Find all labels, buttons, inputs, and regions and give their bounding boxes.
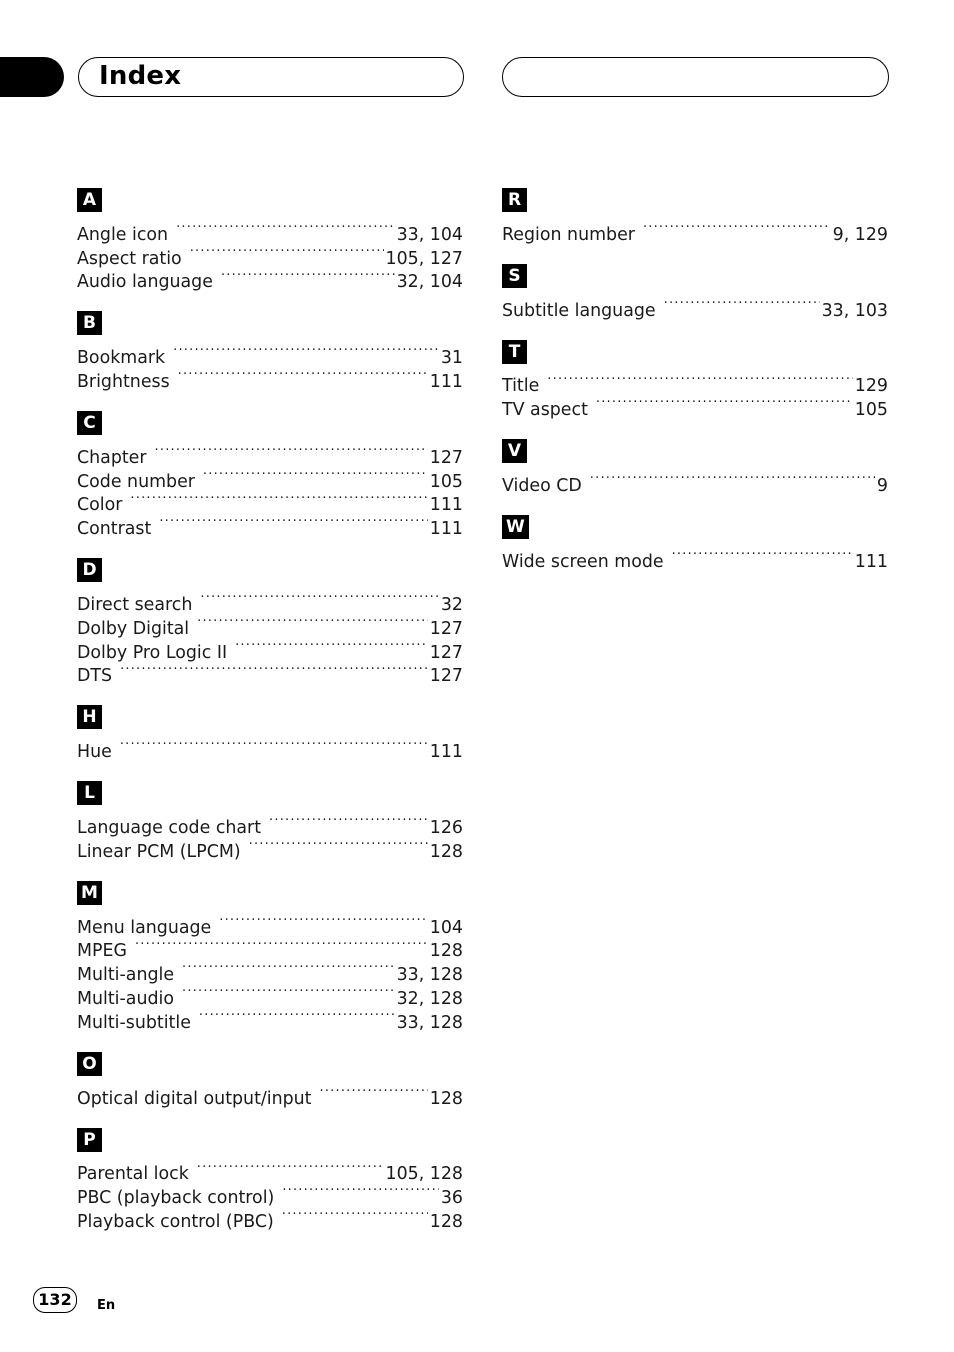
- entry-term: Subtitle language: [502, 300, 656, 321]
- dot-leader: [590, 467, 875, 491]
- entry-term: DTS: [77, 666, 113, 687]
- index-section-a: [77, 188, 463, 293]
- index-section-d: [77, 558, 463, 687]
- header-tab-block: [0, 57, 64, 97]
- entry-pages: 128: [429, 1211, 463, 1232]
- dot-leader: [182, 956, 395, 980]
- entry-term: Color: [77, 495, 123, 516]
- dot-leader: [219, 909, 428, 933]
- section-letter: V: [502, 439, 527, 463]
- entry-pages: 105, 128: [385, 1164, 463, 1185]
- dot-leader: [182, 980, 395, 1004]
- entry-term: Region number: [502, 224, 635, 245]
- index-section-w: [502, 515, 888, 572]
- index-entry: [77, 216, 463, 245]
- section-spacer: [77, 681, 463, 705]
- entry-pages: 111: [429, 742, 463, 763]
- index-section-o: [77, 1052, 463, 1109]
- dot-leader: [199, 1004, 395, 1028]
- index-section-c: [77, 411, 463, 540]
- entry-term: Direct search: [77, 594, 193, 615]
- section-letter: O: [77, 1052, 102, 1076]
- entry-term: Code number: [77, 471, 195, 492]
- dot-leader: [596, 391, 853, 415]
- section-letter: T: [502, 340, 527, 364]
- dot-leader: [197, 610, 428, 634]
- entry-term: Title: [502, 376, 540, 397]
- entry-term: Menu language: [77, 917, 212, 938]
- index-entry: [502, 543, 888, 572]
- dot-leader: [547, 368, 853, 392]
- dot-leader: [672, 543, 853, 567]
- entry-pages: 33, 128: [396, 965, 463, 986]
- dot-leader: [120, 733, 428, 757]
- dot-leader: [269, 809, 428, 833]
- entry-term: Linear PCM (LPCM): [77, 841, 241, 862]
- dot-leader: [643, 216, 831, 240]
- index-entry: [502, 216, 888, 245]
- entry-pages: 104: [429, 917, 463, 938]
- entry-term: Aspect ratio: [77, 248, 182, 269]
- index-entry: [77, 933, 463, 962]
- entry-term: Multi-angle: [77, 965, 175, 986]
- entry-pages: 111: [429, 519, 463, 540]
- entry-term: Video CD: [502, 475, 582, 496]
- index-column-right: [502, 188, 888, 572]
- dot-leader: [235, 634, 428, 658]
- entry-term: Hue: [77, 742, 112, 763]
- header-empty-pill: [502, 57, 889, 97]
- entry-pages: 31: [440, 348, 463, 369]
- entry-pages: 33, 104: [396, 224, 463, 245]
- index-entry: [77, 339, 463, 369]
- dot-leader: [282, 1203, 428, 1227]
- page-number-badge: 132: [33, 1287, 77, 1313]
- index-entry: [77, 510, 463, 540]
- entry-term: Dolby Pro Logic II: [77, 642, 228, 663]
- entry-term: Dolby Digital: [77, 618, 190, 639]
- dot-leader: [120, 658, 428, 682]
- index-entry: [77, 487, 463, 516]
- section-letter: P: [77, 1128, 102, 1152]
- index-entry: [77, 909, 463, 938]
- dot-leader: [130, 487, 427, 511]
- entry-pages: 111: [429, 371, 463, 392]
- entry-term: TV aspect: [502, 400, 588, 421]
- entry-pages: 111: [429, 495, 463, 516]
- dot-leader: [197, 1156, 384, 1180]
- entry-pages: 128: [429, 941, 463, 962]
- entry-pages: 129: [854, 376, 888, 397]
- section-letter: C: [77, 411, 102, 435]
- index-entry: [77, 658, 463, 687]
- entry-pages: 127: [429, 618, 463, 639]
- index-entry: [502, 391, 888, 421]
- entry-term: Playback control (PBC): [77, 1211, 274, 1232]
- dot-leader: [173, 339, 439, 363]
- index-entry: [77, 1080, 463, 1109]
- index-section-t: [502, 340, 888, 421]
- dot-leader: [221, 264, 395, 288]
- entry-pages: 105: [854, 400, 888, 421]
- entry-pages: 126: [429, 817, 463, 838]
- entry-term: Language code chart: [77, 817, 262, 838]
- index-section-r: [502, 188, 888, 245]
- dot-leader: [282, 1179, 439, 1203]
- section-letter: W: [502, 515, 529, 539]
- dot-leader: [664, 292, 820, 316]
- index-entry: [502, 292, 888, 321]
- index-entry: [77, 1156, 463, 1185]
- index-entry: [502, 467, 888, 496]
- entry-term: Contrast: [77, 519, 152, 540]
- entry-pages: 32: [440, 594, 463, 615]
- entry-pages: 127: [429, 642, 463, 663]
- index-entry: [77, 439, 463, 468]
- entry-term: Audio language: [77, 272, 213, 293]
- dot-leader: [200, 586, 438, 610]
- index-section-p: [77, 1128, 463, 1232]
- dot-leader: [135, 933, 428, 957]
- section-letter: B: [77, 311, 102, 335]
- index-section-v: [502, 439, 888, 496]
- entry-term: Optical digital output/input: [77, 1088, 312, 1109]
- index-entry: [77, 586, 463, 615]
- entry-pages: 9, 129: [832, 224, 888, 245]
- index-section-l: [77, 781, 463, 862]
- section-spacer: [77, 757, 463, 781]
- section-letter: M: [77, 881, 102, 905]
- dot-leader: [203, 463, 428, 487]
- entry-pages: 33, 128: [396, 1012, 463, 1033]
- entry-term: Brightness: [77, 371, 170, 392]
- dot-leader: [190, 240, 384, 264]
- index-entry: [77, 733, 463, 763]
- section-letter: D: [77, 558, 102, 582]
- entry-pages: 105: [429, 471, 463, 492]
- section-letter: L: [77, 781, 102, 805]
- entry-term: MPEG: [77, 941, 127, 962]
- entry-pages: 105, 127: [385, 248, 463, 269]
- section-letter: R: [502, 188, 527, 212]
- entry-term: Parental lock: [77, 1164, 189, 1185]
- index-entry: [502, 368, 888, 397]
- language-code: En: [97, 1298, 116, 1313]
- entry-pages: 128: [429, 1088, 463, 1109]
- entry-pages: 32, 104: [396, 272, 463, 293]
- index-section-h: [77, 705, 463, 763]
- index-column-left: [77, 188, 463, 1232]
- section-letter: A: [77, 188, 102, 212]
- entry-pages: 111: [854, 551, 888, 572]
- entry-pages: 128: [429, 841, 463, 862]
- dot-leader: [249, 833, 428, 857]
- index-section-s: [502, 264, 888, 321]
- entry-term: PBC (playback control): [77, 1188, 275, 1209]
- entry-pages: 33, 103: [821, 300, 888, 321]
- entry-pages: 36: [440, 1188, 463, 1209]
- entry-term: Multi-subtitle: [77, 1012, 191, 1033]
- dot-leader: [178, 363, 428, 387]
- section-letter: H: [77, 705, 102, 729]
- dot-leader: [159, 510, 427, 534]
- page-title: Index: [99, 61, 182, 91]
- section-letter: S: [502, 264, 527, 288]
- index-entry: [77, 809, 463, 838]
- entry-term: Wide screen mode: [502, 551, 664, 572]
- entry-term: Bookmark: [77, 348, 166, 369]
- index-section-m: [77, 881, 463, 1033]
- entry-pages: 9: [876, 475, 888, 496]
- entry-pages: 127: [429, 666, 463, 687]
- entry-term: Multi-audio: [77, 988, 174, 1009]
- dot-leader: [155, 439, 428, 463]
- entry-term: Angle icon: [77, 224, 169, 245]
- entry-pages: 127: [429, 447, 463, 468]
- entry-term: Chapter: [77, 447, 147, 468]
- dot-leader: [320, 1080, 428, 1104]
- title-pill: [78, 57, 464, 97]
- dot-leader: [176, 216, 395, 240]
- index-section-b: [77, 311, 463, 392]
- entry-pages: 32, 128: [396, 988, 463, 1009]
